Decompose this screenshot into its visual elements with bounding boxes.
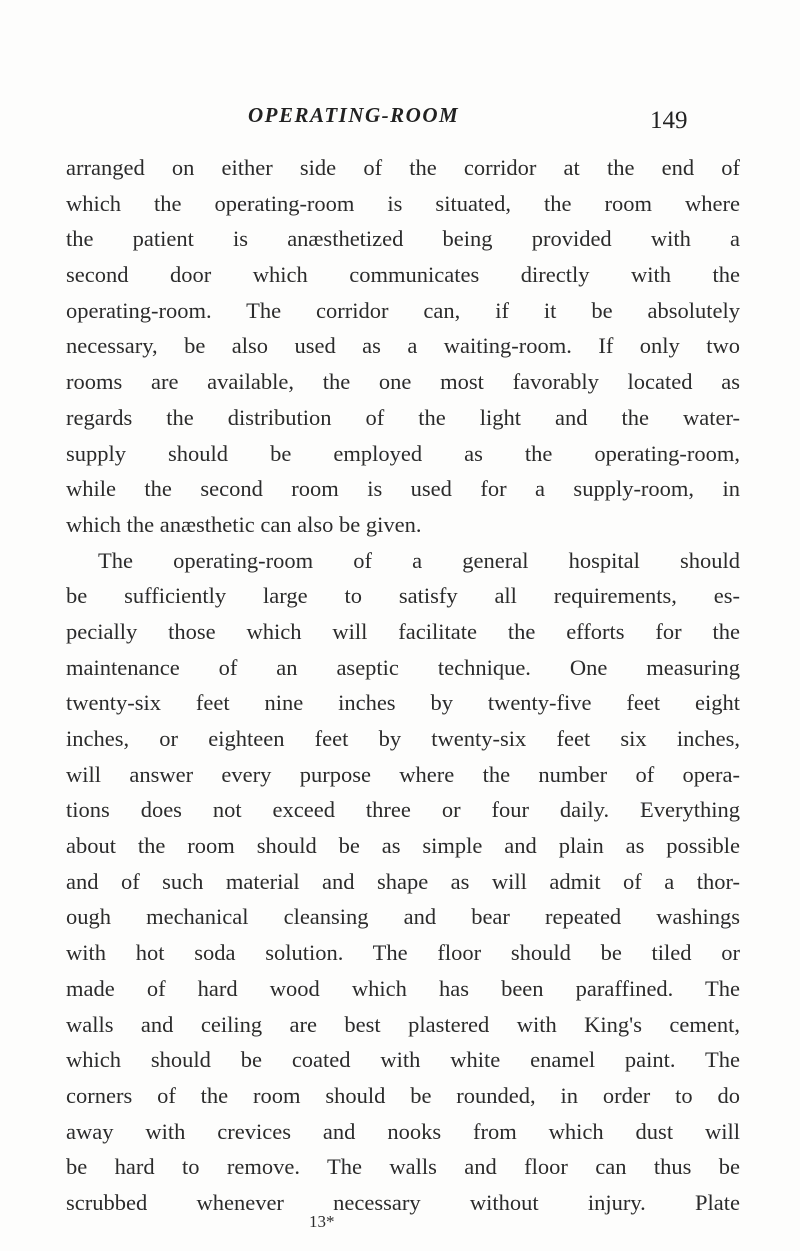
text-line: with hot soda solution. The floor should be tiled or — [66, 940, 740, 966]
text-line: arranged on either side of the corridor at the end of — [66, 155, 740, 180]
text-line: corners of the room should be rounded, in order to do — [66, 1082, 740, 1108]
text-line: tions does not exceed three or four daily. Everything — [66, 797, 740, 823]
text-line: be hard to remove. The walls and floor can thus be — [66, 1154, 740, 1180]
text-line: rooms are available, the one most favorably located as — [66, 369, 740, 395]
text-line: necessary, be also used as a waiting-room. If only two — [66, 333, 740, 359]
running-head — [248, 103, 760, 143]
text-line: about the room should be as simple and plain as possible — [66, 833, 740, 859]
text-line: The operating-room of a general hospital should — [98, 547, 740, 573]
body-text — [66, 150, 740, 1221]
text-line: supply should be employed as the operating-room, — [66, 440, 740, 466]
text-line: pecially those which will facilitate the efforts for the — [66, 618, 740, 644]
page-number: 149 — [650, 107, 688, 134]
running-title: OPERATING-ROOM — [248, 103, 460, 127]
text-line: second door which communicates directly with the — [66, 262, 740, 288]
text-line: regards the distribution of the light and the water- — [66, 404, 740, 430]
text-line: inches, or eighteen feet by twenty-six feet six inches, — [66, 726, 740, 751]
text-line: operating-room. The corridor can, if it be absolutely — [66, 297, 740, 323]
text-line: while the second room is used for a supply-room, in — [66, 476, 740, 502]
text-line: walls and ceiling are best plastered with King's cement, — [66, 1011, 740, 1037]
text-line: made of hard wood which has been paraffined. The — [66, 975, 740, 1001]
text-line: will answer every purpose where the number of opera- — [66, 761, 740, 787]
text-line: be sufficiently large to satisfy all requirements, es- — [66, 583, 740, 609]
text-line: and of such material and shape as will admit of a thor- — [66, 868, 740, 894]
signature-mark: 13* — [309, 1212, 335, 1231]
text-line: ough mechanical cleansing and bear repeated washings — [66, 904, 740, 930]
text-line: maintenance of an aseptic technique. One measuring — [66, 654, 740, 680]
text-line: scrubbed whenever necessary without injury. Plate — [66, 1189, 740, 1215]
text-line: which the anæsthetic can also be given. — [66, 511, 422, 537]
text-line: away with crevices and nooks from which dust will — [66, 1118, 740, 1144]
text-line: which should be coated with white enamel paint. The — [66, 1047, 740, 1073]
text-line: the patient is anæsthetized being provided with a — [66, 226, 740, 252]
text-line: twenty-six feet nine inches by twenty-five feet eight — [66, 690, 740, 716]
text-line: which the operating-room is situated, the room where — [66, 190, 740, 216]
